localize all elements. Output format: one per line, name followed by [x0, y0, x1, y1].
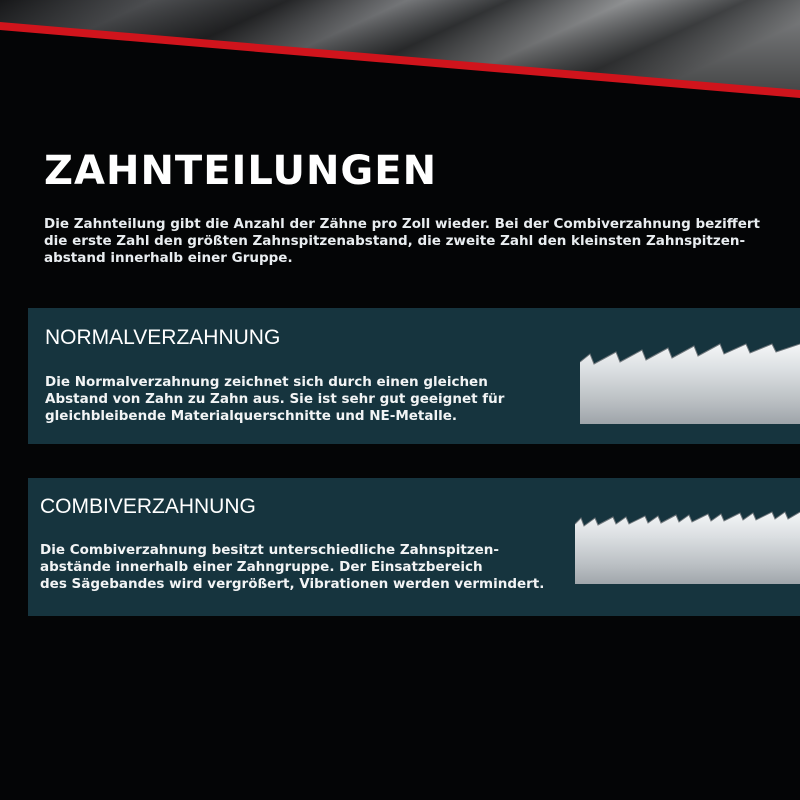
description-line: Die Combiverzahnung besitzt unterschiedliche Zahnspitzen-: [40, 542, 499, 558]
description-line: abstände innerhalb einer Zahngruppe. Der Einsatzbereich: [40, 559, 483, 575]
description-line: Abstand von Zahn zu Zahn aus. Sie ist sehr gut geeignet für: [45, 391, 505, 407]
variable-tooth-saw-blade-image: [575, 508, 800, 584]
intro-line: die erste Zahl den größten Zahnspitzenabstand, die zweite Zahl den kleinsten Zahnspitzen-: [44, 233, 746, 249]
section-description: [40, 542, 544, 593]
header-metal-band: [0, 0, 800, 110]
description-line: gleichbleibende Materialquerschnitte und NE-Metalle.: [45, 408, 458, 424]
description-line: Die Normalverzahnung zeichnet sich durch einen gleichen: [45, 374, 488, 390]
section-heading: NORMALVERZAHNUNG: [45, 326, 281, 349]
intro-text: [44, 216, 784, 267]
section-normalverzahnung: [28, 308, 800, 444]
page-title: ZAHNTEILUNGEN: [44, 148, 438, 194]
section-description: [45, 374, 504, 425]
section-combiverzahnung: [28, 478, 800, 616]
intro-line: abstand innerhalb einer Gruppe.: [44, 250, 293, 266]
intro-line: Die Zahnteilung gibt die Anzahl der Zähne pro Zoll wieder. Bei der Combiverzahnung beziffert: [44, 216, 760, 232]
section-heading: COMBIVERZAHNUNG: [40, 495, 256, 518]
description-line: des Sägebandes wird vergrößert, Vibrationen werden vermindert.: [40, 576, 545, 592]
regular-tooth-saw-blade-image: [580, 338, 800, 424]
